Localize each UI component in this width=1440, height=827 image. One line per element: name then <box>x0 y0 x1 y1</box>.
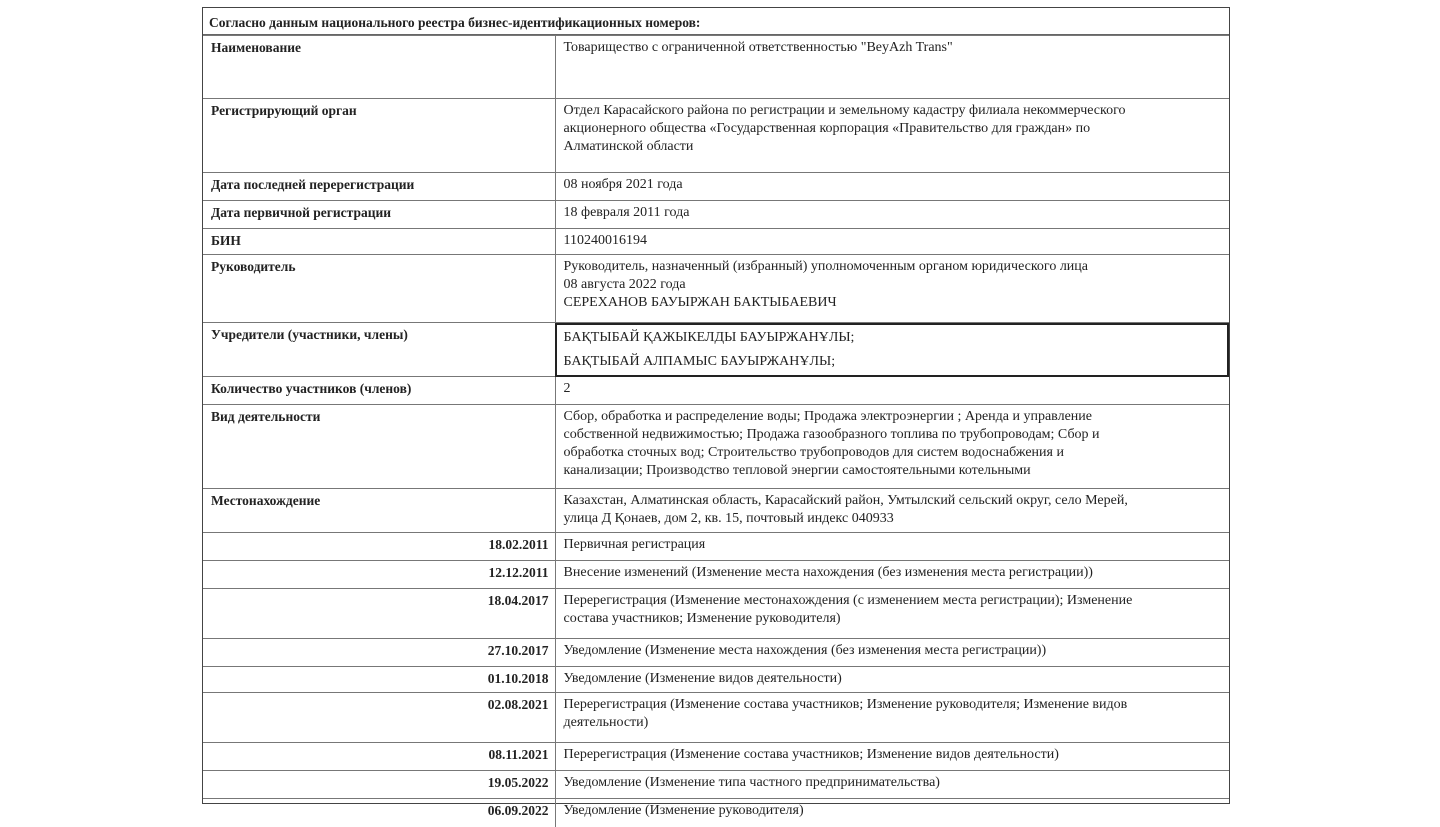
field-value <box>555 255 1229 323</box>
history-date: 12.12.2011 <box>203 561 555 589</box>
field-value-line: улица Д Қонаев, дом 2, кв. 15, почтовый индекс 040933 <box>563 511 894 526</box>
field-value-line: 08 августа 2022 года <box>563 277 686 292</box>
history-event-line: состава участников; Изменение руководителя) <box>563 611 841 626</box>
field-row-registering-authority <box>203 99 1229 173</box>
field-value-line: Сбор, обработка и распределение воды; Продажа электроэнергии ; Аренда и управление <box>563 409 1093 424</box>
field-value-line: Руководитель, назначенный (избранный) уполномоченным органом юридического лица <box>563 259 1089 274</box>
field-label: Местонахождение <box>203 489 555 533</box>
history-event <box>555 589 1229 639</box>
history-date: 27.10.2017 <box>203 639 555 667</box>
field-value-line: 110240016194 <box>563 233 647 248</box>
history-event <box>555 639 1229 667</box>
field-value-line: 2 <box>563 381 571 396</box>
field-value <box>555 173 1229 201</box>
history-date: 19.05.2022 <box>203 771 555 799</box>
history-event <box>555 771 1229 799</box>
field-value-line: собственной недвижимостью; Продажа газообразного топлива по трубопроводам; Сбор и <box>563 427 1100 442</box>
history-event-line: Перерегистрация (Изменение местонахождения (с изменением места регистрации); Изменение <box>563 593 1133 608</box>
field-value <box>555 201 1229 229</box>
history-event <box>555 693 1229 743</box>
field-label: Учредители (участники, члены) <box>203 323 555 377</box>
history-row <box>203 561 1229 589</box>
field-label: БИН <box>203 229 555 255</box>
field-label: Количество участников (членов) <box>203 377 555 405</box>
field-value <box>555 405 1229 489</box>
field-row-location <box>203 489 1229 533</box>
field-row-activity-type <box>203 405 1229 489</box>
history-date: 08.11.2021 <box>203 743 555 771</box>
field-label: Вид деятельности <box>203 405 555 489</box>
field-value-line: БАҚТЫБАЙ АЛПАМЫС БАУЫРЖАНҰЛЫ; <box>563 354 836 369</box>
field-value-line: обработка сточных вод; Строительство трубопроводов для систем водоснабжения и <box>563 445 1064 460</box>
history-event-line: Внесение изменений (Изменение места нахождения (без изменения места регистрации)) <box>563 565 1093 580</box>
field-row-first-registration-date <box>203 201 1229 229</box>
field-value-line: 08 ноября 2021 года <box>563 177 683 192</box>
field-row-last-reregistration-date <box>203 173 1229 201</box>
field-value-line: 18 февраля 2011 года <box>563 205 690 220</box>
field-value <box>555 489 1229 533</box>
field-row-members-count <box>203 377 1229 405</box>
field-value-line: Казахстан, Алматинская область, Карасайский район, Умтылский сельский округ, село Мерей, <box>563 493 1128 508</box>
field-label: Дата последней перерегистрации <box>203 173 555 201</box>
history-row <box>203 743 1229 771</box>
field-row-founders <box>203 323 1229 377</box>
history-row <box>203 639 1229 667</box>
history-event-line: Уведомление (Изменение руководителя) <box>563 803 804 818</box>
field-value <box>555 36 1229 99</box>
registry-document <box>202 7 1230 818</box>
field-label: Руководитель <box>203 255 555 323</box>
history-event <box>555 533 1229 561</box>
field-value-line: Алматинской области <box>563 139 694 154</box>
field-value <box>555 377 1229 405</box>
history-date: 18.04.2017 <box>203 589 555 639</box>
history-event-line: деятельности) <box>563 715 649 730</box>
field-label: Дата первичной регистрации <box>203 201 555 229</box>
history-date: 02.08.2021 <box>203 693 555 743</box>
registry-table <box>203 35 1229 827</box>
history-date: 18.02.2011 <box>203 533 555 561</box>
field-value <box>555 99 1229 173</box>
field-value-line: БАҚТЫБАЙ ҚАЖЫКЕЛДЫ БАУЫРЖАНҰЛЫ; <box>563 330 855 345</box>
field-row-bin <box>203 229 1229 255</box>
history-date: 01.10.2018 <box>203 667 555 693</box>
field-label: Регистрирующий орган <box>203 99 555 173</box>
field-value-line: Товарищество с ограниченной ответственностью "BeyAzh Trans" <box>563 40 953 55</box>
history-event-line: Первичная регистрация <box>563 537 706 552</box>
document-header: Согласно данным национального реестра бизнес-идентификационных номеров: <box>203 8 1229 35</box>
history-row <box>203 589 1229 639</box>
history-row <box>203 667 1229 693</box>
history-event <box>555 667 1229 693</box>
history-event-line: Уведомление (Изменение места нахождения (без изменения места регистрации)) <box>563 643 1047 658</box>
history-date: 06.09.2022 <box>203 799 555 827</box>
field-value <box>555 229 1229 255</box>
history-event <box>555 561 1229 589</box>
history-row <box>203 533 1229 561</box>
history-event-line: Перерегистрация (Изменение состава участников; Изменение руководителя; Изменение видов <box>563 697 1128 712</box>
field-row-director <box>203 255 1229 323</box>
history-event-line: Перерегистрация (Изменение состава участников; Изменение видов деятельности) <box>563 747 1059 762</box>
founders-value-highlighted <box>555 323 1229 377</box>
history-event-line: Уведомление (Изменение типа частного предпринимательства) <box>563 775 940 790</box>
history-row <box>203 799 1229 827</box>
history-row <box>203 771 1229 799</box>
field-value-line: канализации; Производство тепловой энергии самостоятельными котельными <box>563 463 1031 478</box>
field-row-name <box>203 36 1229 99</box>
history-event <box>555 799 1229 827</box>
history-event <box>555 743 1229 771</box>
history-row <box>203 693 1229 743</box>
field-value-line: Отдел Карасайского района по регистрации и земельному кадастру филиала некоммерческого <box>563 103 1126 118</box>
history-event-line: Уведомление (Изменение видов деятельности) <box>563 671 842 686</box>
field-label: Наименование <box>203 36 555 99</box>
field-value-line: акционерного общества «Государственная корпорация «Правительство для граждан» по <box>563 121 1091 136</box>
field-value-line: СЕРЕХАНОВ БАУЫРЖАН БАКТЫБАЕВИЧ <box>563 295 837 310</box>
